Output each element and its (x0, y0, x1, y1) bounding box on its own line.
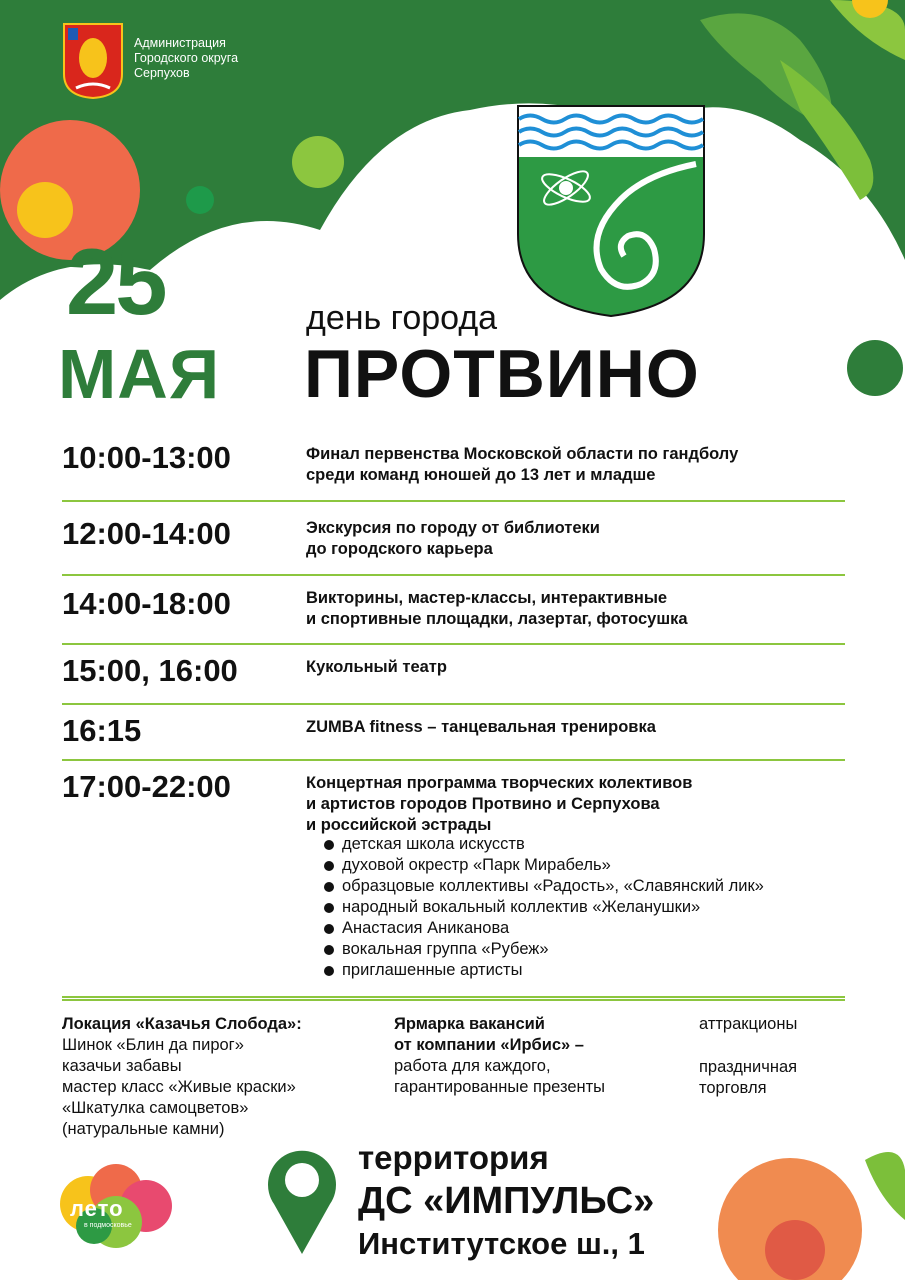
list-item (324, 939, 764, 960)
list-item-label: образцовые коллективы «Радость», «Славянский лик» (342, 877, 764, 895)
bullet-icon (324, 966, 334, 976)
desc-line: Викторины, мастер-классы, интерактивные (306, 589, 668, 607)
job-fair (394, 1014, 605, 1098)
schedule-time: 16:15 (62, 713, 142, 748)
bullet-icon (324, 924, 334, 934)
fair-item: гарантированные презенты (394, 1078, 606, 1096)
desc-line: и артистов городов Протвино и Серпухова (306, 795, 660, 813)
list-item (324, 918, 764, 939)
desc-line: Финал первенства Московской области по гандболу (306, 445, 739, 463)
venue (358, 1138, 654, 1264)
event-day: 25 (66, 229, 165, 334)
desc-line: Экскурсия по городу от библиотеки (306, 519, 600, 537)
list-item-label: Анастасия Аниканова (342, 919, 510, 937)
list-item-label: народный вокальный коллектив «Желанушки» (342, 898, 701, 916)
cossack-item: Шинок «Блин да пирог» (62, 1036, 244, 1054)
list-item-label: вокальная группа «Рубеж» (342, 940, 549, 958)
admin-line: Городского округа (134, 51, 239, 65)
schedule-row (62, 502, 845, 576)
divider (62, 996, 845, 998)
desc-line: и спортивные площадки, лазертаг, фотосушка (306, 610, 688, 628)
schedule-desc (306, 444, 738, 486)
list-item (324, 960, 764, 981)
concert-list (324, 834, 764, 981)
schedule-row (62, 430, 845, 502)
cossack-item: казачьи забавы (62, 1057, 182, 1075)
cossack-item: (натуральные камни) (62, 1120, 225, 1138)
list-item-label: детская школа искусств (342, 835, 525, 853)
venue-line: территория (358, 1139, 549, 1176)
schedule-time: 17:00-22:00 (62, 769, 231, 804)
list-item (324, 855, 764, 876)
desc-line: ZUMBA fitness – танцевальная тренировка (306, 718, 656, 736)
desc-line: до городского карьера (306, 540, 493, 558)
list-item-label: духовой окрестр «Парк Мирабель» (342, 856, 611, 874)
schedule-row (62, 705, 845, 761)
schedule-desc (306, 657, 447, 678)
location-pin-icon (262, 1144, 342, 1256)
bullet-icon (324, 861, 334, 871)
schedule-desc (306, 773, 692, 836)
list-item (324, 834, 764, 855)
event-month: МАЯ (58, 335, 221, 413)
schedule-time: 14:00-18:00 (62, 586, 231, 621)
venue-name: ДС «ИМПУЛЬС» (358, 1180, 655, 1222)
bullet-icon (324, 903, 334, 913)
schedule-desc (306, 717, 656, 738)
schedule-time: 12:00-14:00 (62, 516, 231, 551)
fair-item: работа для каждого, (394, 1057, 551, 1075)
fair-title: от компании «Ирбис» – (394, 1036, 584, 1054)
admin-header (62, 22, 238, 100)
fair-title: Ярмарка вакансий (394, 1015, 545, 1033)
bullet-icon (324, 840, 334, 850)
schedule-row (62, 645, 845, 705)
schedule-desc (306, 518, 600, 560)
attractions-label: аттракционы (699, 1015, 798, 1033)
bullet-icon (324, 945, 334, 955)
cossack-item: «Шкатулка самоцветов» (62, 1099, 249, 1117)
desc-line: Кукольный театр (306, 658, 447, 676)
desc-line: среди команд юношей до 13 лет и младше (306, 466, 656, 484)
trade-label: праздничная (699, 1058, 798, 1076)
desc-line: и российской эстрады (306, 816, 492, 834)
trade-label: торговля (699, 1079, 767, 1097)
event-subtitle: день города (306, 299, 498, 337)
venue-address: Институтское ш., 1 (358, 1226, 645, 1261)
leto-logo-text: лето (70, 1196, 124, 1221)
cossack-item: мастер класс «Живые краски» (62, 1078, 296, 1096)
schedule-time: 10:00-13:00 (62, 440, 231, 475)
leto-logo-subtext: в подмосковье (84, 1222, 132, 1229)
cossack-location (62, 1014, 302, 1140)
protvino-coat-of-arms-icon (516, 104, 706, 318)
admin-title (134, 36, 238, 81)
extras (699, 1014, 797, 1099)
list-item-label: приглашенные артисты (342, 961, 523, 979)
desc-line: Концертная программа творческих колективов (306, 774, 693, 792)
admin-line: Администрация (134, 36, 226, 50)
cossack-title: Локация «Казачья Слобода»: (62, 1015, 302, 1033)
bullet-icon (324, 882, 334, 892)
schedule-row (62, 576, 845, 645)
admin-line: Серпухов (134, 66, 190, 80)
schedule-time: 15:00, 16:00 (62, 653, 238, 688)
event-city: ПРОТВИНО (304, 336, 700, 412)
schedule-desc (306, 588, 688, 630)
list-item (324, 876, 764, 897)
list-item (324, 897, 764, 918)
serpukhov-emblem-icon (62, 22, 124, 100)
